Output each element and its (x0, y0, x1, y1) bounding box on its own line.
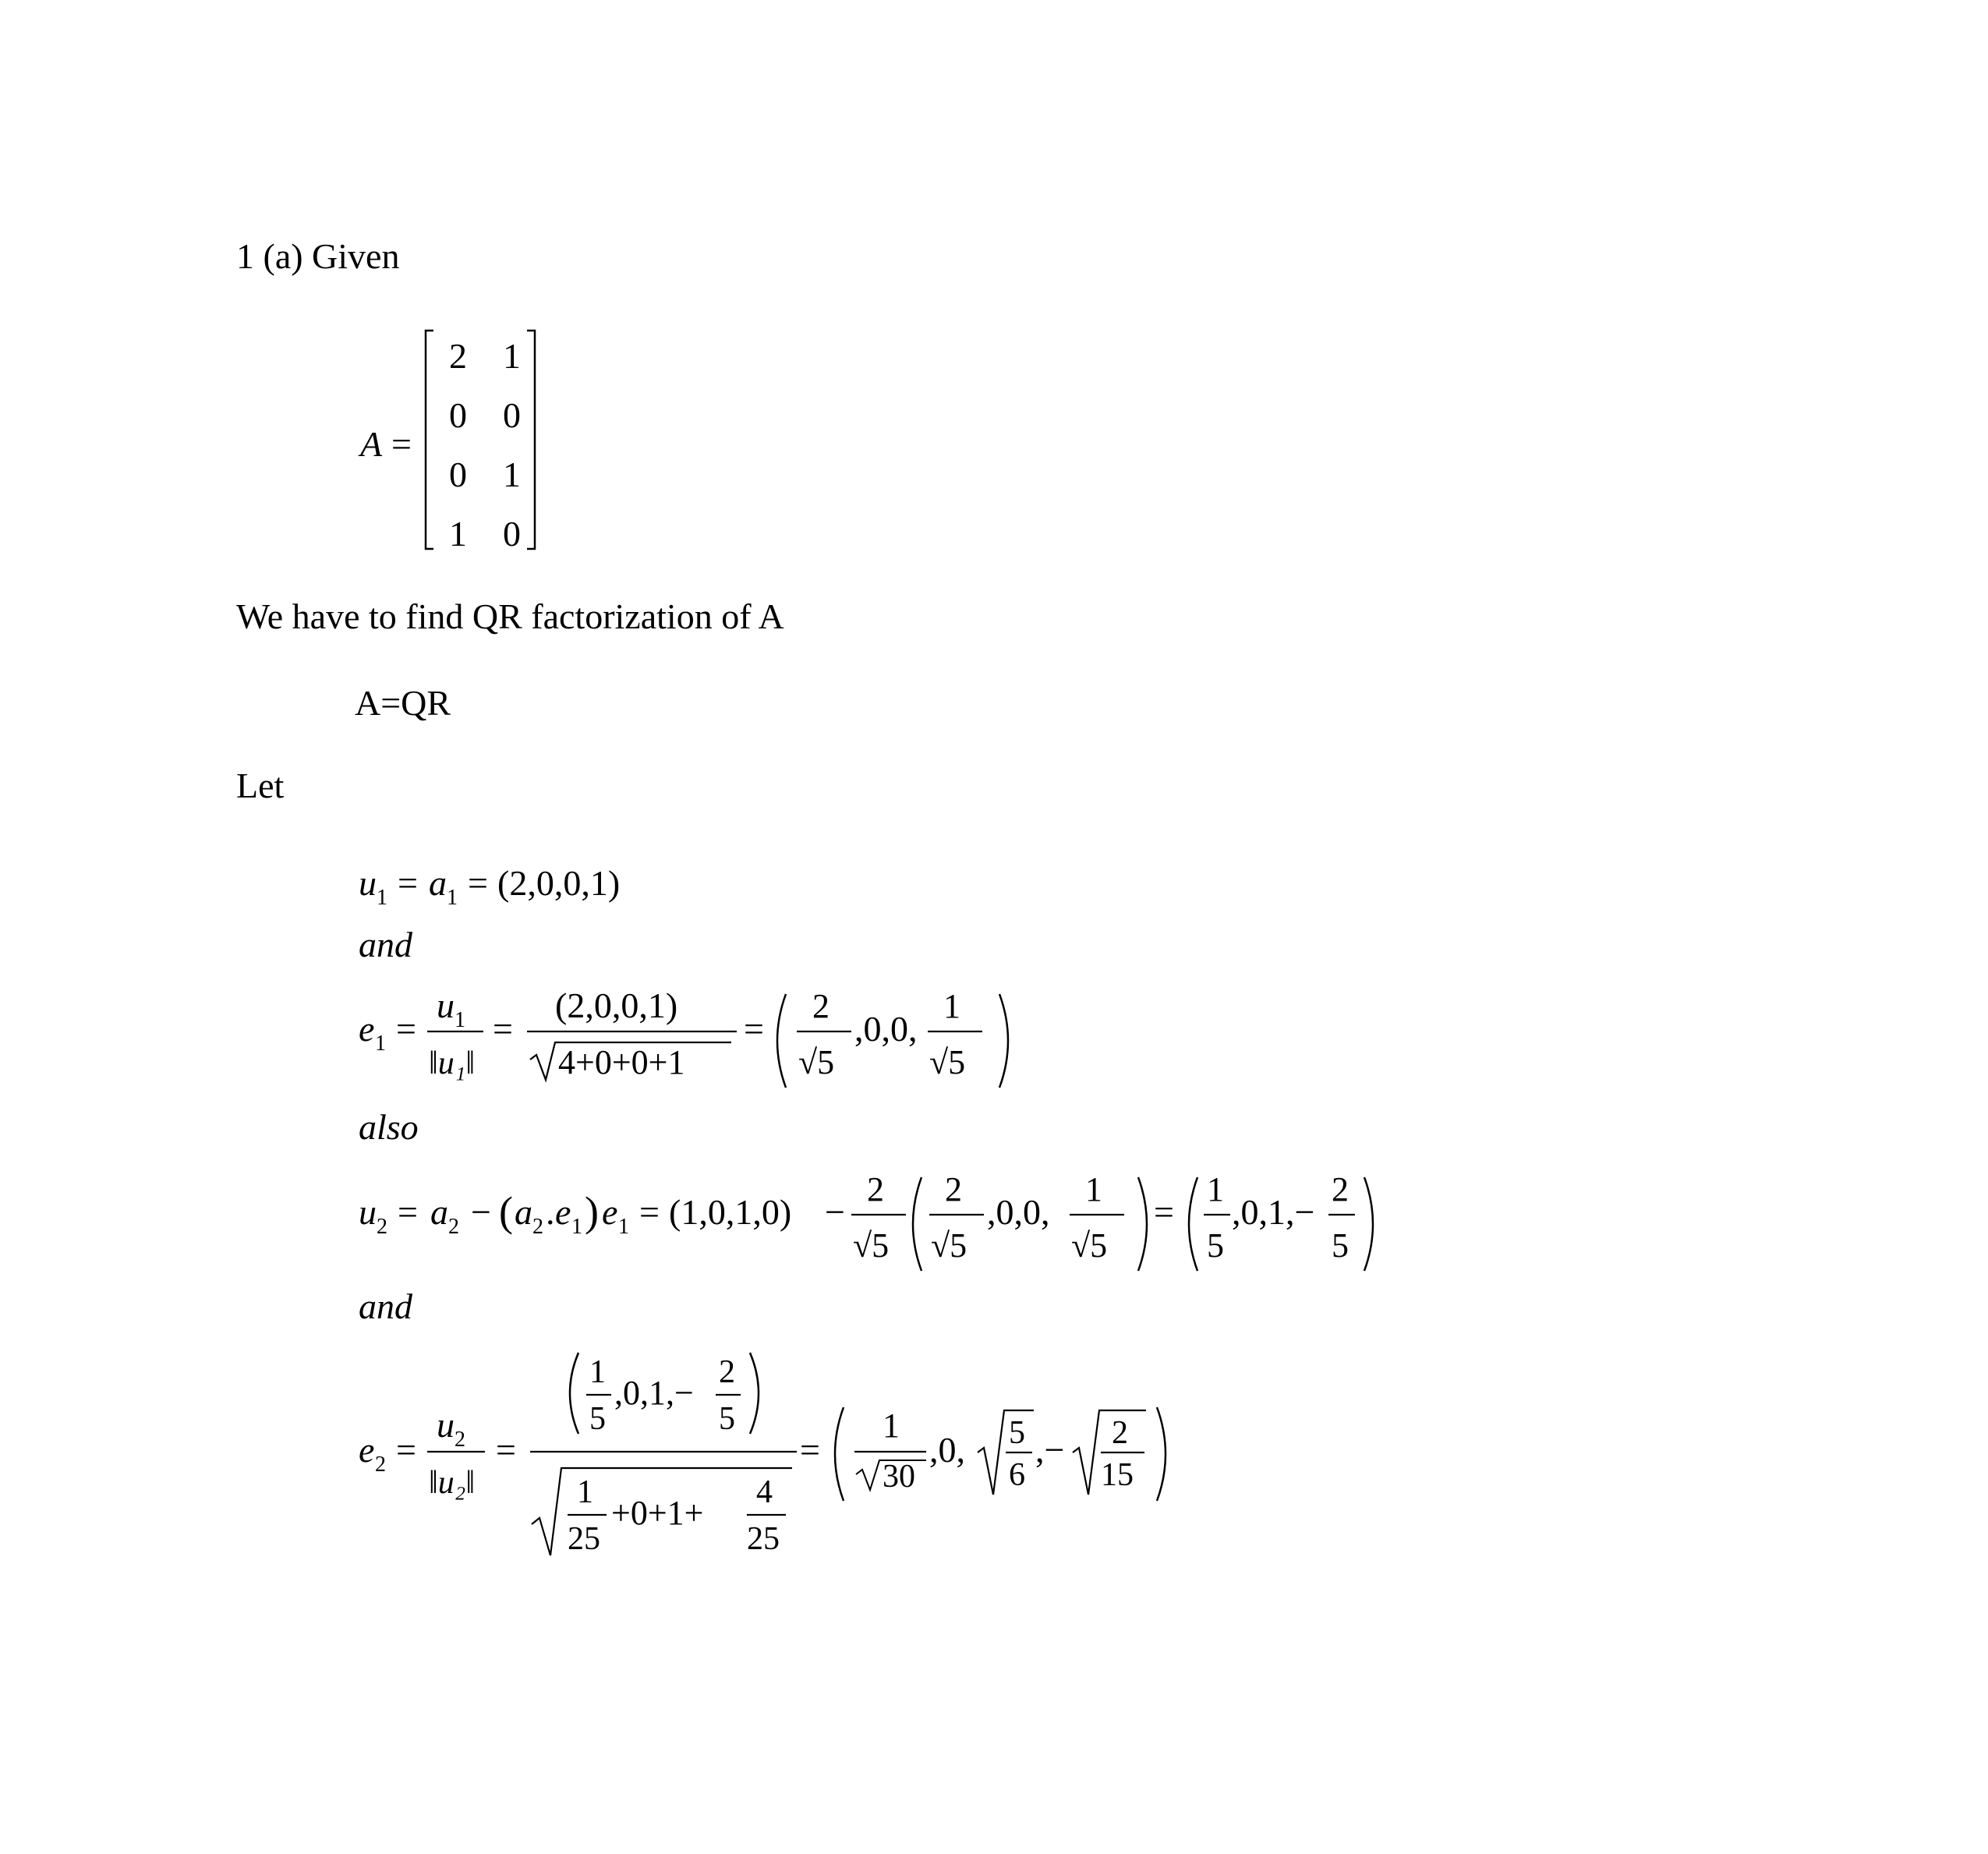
matrix-equals: = (391, 424, 412, 464)
result-root-denominator: 15 (1101, 1457, 1134, 1493)
u-symbol: u (359, 863, 377, 903)
matrix-cell: 0 (449, 395, 467, 435)
right-paren (1157, 1407, 1166, 1501)
connector-also: also (359, 1107, 419, 1147)
equals: = (468, 863, 488, 903)
left-paren (913, 1177, 921, 1271)
coefficient-numerator: 2 (867, 1170, 884, 1208)
subscript: 1 (455, 1008, 465, 1032)
e-symbol: e (602, 1192, 618, 1232)
result-middle: ,0,1,− (1232, 1192, 1315, 1232)
matrix-equation (343, 320, 561, 561)
equals: = (1154, 1192, 1174, 1232)
matrix-cell: 1 (503, 336, 521, 376)
minus: − (471, 1192, 491, 1232)
right-paren (1138, 1177, 1147, 1271)
dot-operator: . (546, 1192, 555, 1232)
result-root-numerator: 5 (1009, 1415, 1025, 1451)
result-root-numerator: 2 (1112, 1415, 1128, 1451)
subscript: 1 (377, 886, 387, 910)
matrix-cell: 1 (503, 455, 521, 494)
minus: − (825, 1192, 845, 1232)
matrix-cell: 0 (503, 514, 521, 554)
sqrt-fraction-bottom: 25 (568, 1521, 600, 1557)
result-denominator: 30 (883, 1459, 915, 1495)
subscript: 2 (455, 1428, 465, 1452)
equation-e1 (359, 978, 1045, 1103)
equals: = (398, 1192, 418, 1232)
numerator-tuple: (2,0,0,1) (555, 985, 678, 1025)
matrix-cell: 0 (449, 455, 467, 494)
sqrt-fraction-top: 1 (577, 1474, 593, 1510)
a-symbol: a (515, 1192, 532, 1232)
subscript: 2 (377, 1215, 387, 1239)
a-symbol: a (430, 1192, 448, 1232)
numerator-middle: ,0,1,− (614, 1374, 694, 1412)
numerator-fraction-top: 2 (719, 1354, 735, 1390)
e-symbol: e (555, 1192, 571, 1232)
qr-statement: A=QR (355, 683, 451, 723)
result-numerator: 1 (883, 1406, 900, 1445)
sqrt-middle: +0+1+ (611, 1494, 704, 1532)
numerator-fraction-bottom: 5 (719, 1401, 735, 1437)
problem-heading: 1 (a) Given (236, 236, 400, 276)
left-paren (570, 1353, 578, 1434)
close-paren: ) (585, 1188, 599, 1235)
subscript: 1 (618, 1215, 629, 1239)
matrix-left-bracket (426, 331, 433, 549)
subscript: 1 (447, 886, 458, 910)
result-denominator: 5 (1332, 1226, 1349, 1265)
result-separator: ,− (1035, 1430, 1065, 1470)
equals: = (800, 1430, 820, 1470)
inner-numerator: 2 (945, 1170, 962, 1208)
result-denominator: 5 (1207, 1226, 1224, 1265)
e-symbol: e (359, 1009, 375, 1049)
equals: = (396, 1430, 416, 1470)
right-paren (999, 994, 1008, 1088)
numerator-fraction-bottom: 5 (589, 1401, 606, 1437)
equals: = (396, 1009, 416, 1049)
inner-middle: ,0,0, (987, 1192, 1050, 1232)
connector-and: and (359, 1286, 412, 1326)
result-middle: ,0, (929, 1430, 965, 1470)
fraction-denominator: ‖u₁‖ (429, 1046, 476, 1081)
tuple: (1,0,1,0) (669, 1192, 792, 1232)
equals: = (744, 1009, 764, 1049)
equals: = (496, 1430, 516, 1470)
result-numerator: 2 (1332, 1170, 1349, 1208)
fraction-numerator: u (437, 985, 455, 1025)
equation-e2 (359, 1345, 1216, 1571)
e-symbol: e (359, 1430, 375, 1470)
subscript: 2 (532, 1215, 543, 1239)
sqrt-fraction-top: 4 (756, 1474, 773, 1510)
equation-u1 (359, 858, 670, 920)
sqrt-argument: 4+0+0+1 (558, 1043, 685, 1081)
right-paren (1364, 1177, 1373, 1271)
result-denominator: √5 (929, 1043, 966, 1081)
left-paren (1189, 1177, 1197, 1271)
numerator-fraction-top: 1 (589, 1354, 606, 1390)
equals: = (493, 1009, 513, 1049)
tuple: (2,0,0,1) (497, 863, 621, 903)
connector-and: and (359, 925, 412, 964)
left-paren (835, 1407, 844, 1501)
matrix-cell: 0 (503, 395, 521, 435)
subscript: 2 (375, 1452, 386, 1477)
matrix-cell: 1 (449, 514, 467, 554)
result-root-denominator: 6 (1009, 1457, 1025, 1493)
result-numerator: 1 (943, 987, 960, 1025)
subscript: 1 (375, 1031, 386, 1056)
matrix-label: A (360, 424, 383, 464)
inner-numerator: 1 (1085, 1170, 1102, 1208)
inner-denominator: √5 (1071, 1226, 1108, 1265)
let-text: Let (236, 766, 285, 805)
fraction-denominator: ‖u₂‖ (429, 1465, 476, 1501)
result-numerator: 2 (812, 987, 830, 1025)
sqrt-fraction-bottom: 25 (747, 1521, 780, 1557)
equals: = (639, 1192, 660, 1232)
u-symbol: u (359, 1192, 377, 1232)
inner-denominator: √5 (931, 1226, 967, 1265)
equation-u2 (359, 1162, 1403, 1286)
right-paren (750, 1353, 759, 1434)
a-symbol: a (429, 863, 447, 903)
subscript: 2 (448, 1215, 459, 1239)
coefficient-denominator: √5 (853, 1226, 890, 1265)
equals: = (398, 863, 418, 903)
result-numerator: 1 (1207, 1170, 1224, 1208)
result-middle: ,0,0, (854, 1009, 918, 1049)
intro-sentence: We have to find QR factorization of A (236, 596, 784, 636)
matrix-right-bracket (527, 331, 535, 549)
fraction-numerator: u (437, 1405, 455, 1445)
open-paren: ( (499, 1188, 513, 1235)
subscript: 1 (571, 1215, 582, 1239)
result-denominator: √5 (798, 1043, 835, 1081)
left-paren (777, 994, 786, 1088)
matrix-cell: 2 (449, 336, 467, 376)
